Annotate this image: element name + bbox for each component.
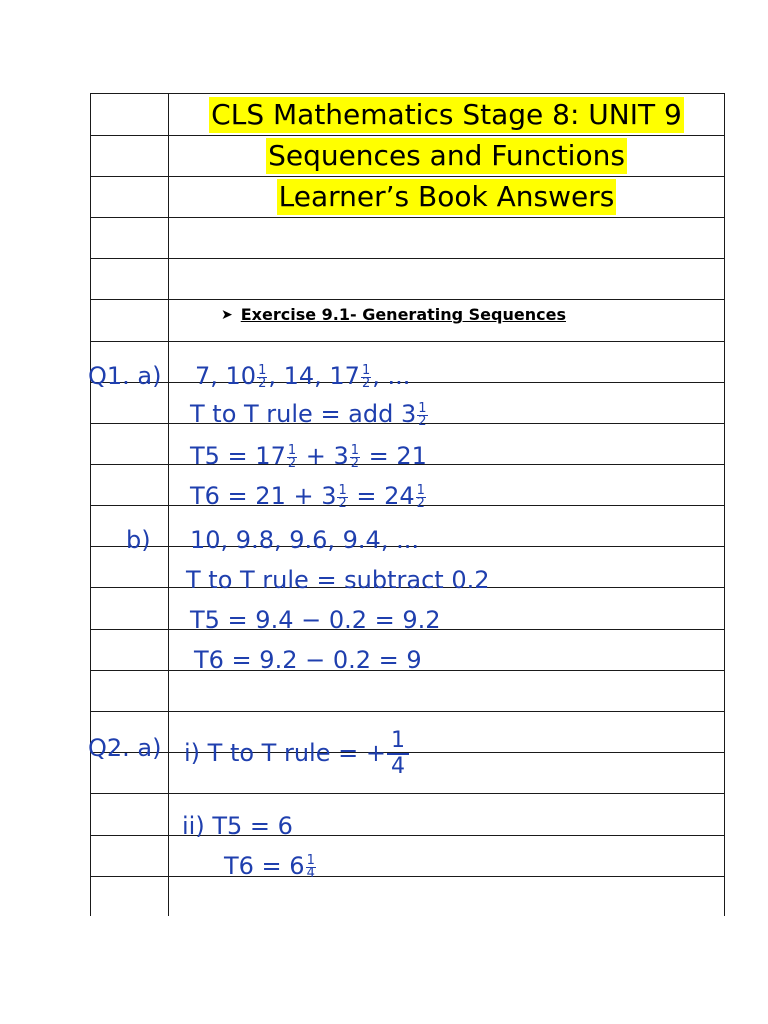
title-line-2 [169,136,724,176]
q1b-rule: T to T rule = subtract 0.2 [186,566,490,594]
table-row [90,876,725,916]
document-title: CLS Mathematics Stage 8: UNIT 9 [211,97,682,131]
row-content-cell [169,94,725,135]
table-row [90,299,725,341]
table-row [90,258,725,299]
row-label-cell [90,300,169,341]
fraction-half: $\frac{1}{2}$ [418,400,427,429]
row-label-cell [90,177,169,217]
fraction-half: $\frac{1}{2}$ [338,482,347,511]
table-row [90,835,725,876]
table-row [90,670,725,711]
q1a-sequence: 7, 10 $\frac{1}{2}$ , 14, 17 $\frac{1}{2}$ , ... [195,362,411,391]
fraction-half: $\frac{1}{2}$ [258,362,267,391]
row-content-cell [169,177,725,217]
title-line-1 [169,94,724,135]
fraction-half: $\frac{1}{2}$ [361,362,371,391]
book-answers-subtitle: Learner’s Book Answers [278,180,615,213]
row-label-cell [90,259,169,299]
row-label-cell [90,136,169,176]
row-content-cell [169,300,725,341]
q1b-t6: T6 = 9.2 − 0.2 = 9 [194,646,422,674]
q2a-rule: i) T to T rule = + $\frac{1}{4}$ [184,729,410,779]
q1a-t5: T5 = 17 $\frac{1}{2}$ + 3 $\frac{1}{2}$ = 21 [190,442,427,471]
fraction-quarter: $\frac{1}{4}$ [387,729,409,779]
fraction-quarter: $\frac{1}{4}$ [306,852,315,881]
row-content-cell [169,136,725,176]
q1b-sequence: 10, 9.8, 9.6, 9.4, ... [190,526,419,554]
q1b-t5: T5 = 9.4 − 0.2 = 9.2 [190,606,441,634]
unit-subtitle: Sequences and Functions [268,139,625,172]
fraction-half: $\frac{1}{2}$ [350,442,360,471]
q1a-rule: T to T rule = add 3 $\frac{1}{2}$ [190,400,427,429]
row-label-cell [90,218,169,258]
q2a-part-ii: ii) T5 = 6 [182,812,293,840]
answer-table [90,93,725,916]
q2a-t6: T6 = 6 $\frac{1}{4}$ [224,852,315,881]
arrow-bullet-icon: ➤ [221,306,233,323]
exercise-heading [221,300,566,329]
fraction-half: $\frac{1}{2}$ [416,482,425,511]
question-2a-label: Q2. a) [88,734,162,762]
q1a-t6: T6 = 21 + 3 $\frac{1}{2}$ = 24 $\frac{1}{2}$ [190,482,425,511]
row-content-cell [169,218,725,258]
row-content-cell [169,259,725,299]
table-row [90,217,725,258]
table-row [90,93,725,135]
exercise-title: Exercise 9.1- Generating Sequences [240,305,566,324]
row-label-cell [90,94,169,135]
fraction-half: $\frac{1}{2}$ [287,442,297,471]
table-row [90,176,725,217]
question-1b-label: b) [126,526,151,554]
question-1a-label: Q1. a) [88,362,162,390]
title-line-3 [169,177,724,217]
table-row [90,135,725,176]
